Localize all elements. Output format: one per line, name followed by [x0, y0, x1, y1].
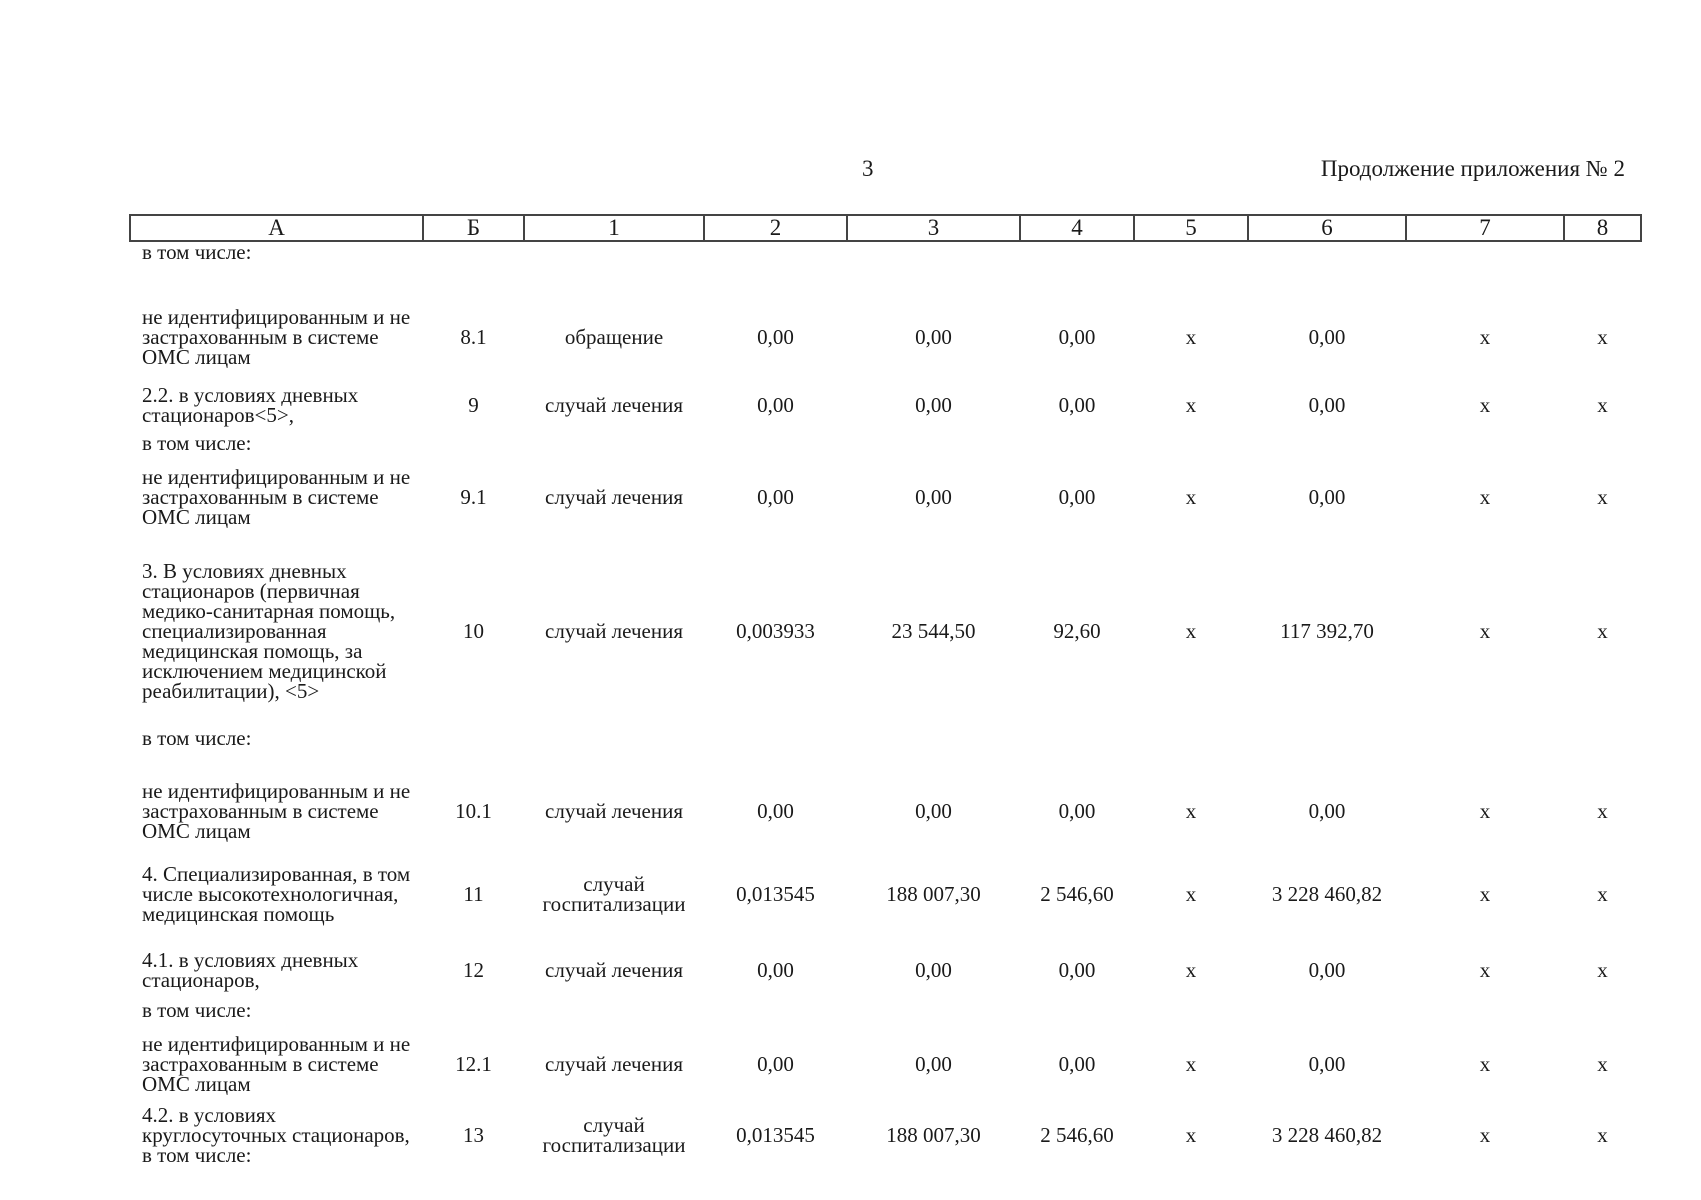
total-value: 117 392,70	[1280, 618, 1374, 643]
unit-of-measure: случай госпитализации	[542, 871, 686, 916]
column-header: 1	[524, 215, 704, 241]
row-number: 12	[463, 957, 484, 982]
column-8-value: х	[1597, 1123, 1608, 1147]
table-row	[130, 939, 1641, 1000]
subheading-label: в том числе:	[142, 431, 252, 455]
unit-of-measure: случай лечения	[545, 392, 683, 417]
per-capita-value: 0,00	[1058, 392, 1096, 417]
column-8-value: х	[1597, 618, 1608, 643]
cost-per-unit: 188 007,30	[886, 1123, 981, 1147]
row-label: 2.2. в условиях дневных стационаров<5>,	[142, 382, 359, 427]
volume-value: 0,013545	[736, 1123, 815, 1147]
volume-value: 0,013545	[736, 881, 815, 906]
row-label: 4.2. в условиях круглосуточных стационаров, в том числе:	[142, 1103, 410, 1167]
column-header: 2	[704, 215, 847, 241]
column-header: Б	[423, 215, 524, 241]
column-5-value: х	[1185, 485, 1197, 509]
unit-of-measure: случай госпитализации	[542, 1113, 686, 1157]
column-5-value: х	[1185, 325, 1197, 349]
column-8-value: х	[1597, 485, 1608, 509]
unit-of-measure: случай лечения	[545, 957, 683, 982]
cost-per-unit: 0,00	[915, 325, 952, 349]
row-label: 3. В условиях дневных стационаров (первичная медико-санитарная помощь, специализированная медицинская помощь, за исключением медицинской реабилитации), <5>	[142, 558, 396, 703]
column-header: А	[130, 215, 423, 241]
per-capita-value: 2 546,60	[1040, 1123, 1114, 1147]
column-5-value: х	[1185, 1052, 1197, 1076]
column-7-value: х	[1479, 1123, 1491, 1147]
row-number: 13	[463, 1123, 484, 1147]
column-7-value: х	[1479, 392, 1491, 417]
row-label: не идентифицированным и не застрахованным в системе ОМС лицам	[142, 465, 411, 529]
row-label: не идентифицированным и не застрахованным в системе ОМС лицам	[142, 779, 411, 843]
per-capita-value: 0,00	[1058, 1052, 1096, 1076]
total-value: 0,00	[1308, 1052, 1346, 1076]
column-7-value: х	[1479, 957, 1491, 982]
row-label: 4.1. в условиях дневных стационаров,	[142, 947, 359, 992]
column-header: 5	[1134, 215, 1248, 241]
table-body	[130, 241, 1641, 1170]
row-number: 10	[463, 618, 484, 643]
column-header-row	[130, 215, 1641, 241]
row-label: 4. Специализированная, в том числе высокотехнологичная, медицинская помощь	[142, 861, 411, 926]
subheading-label: в том числе:	[142, 998, 252, 1022]
unit-of-measure: случай лечения	[545, 799, 683, 823]
column-8-value: х	[1597, 799, 1608, 823]
row-number: 9.1	[460, 485, 487, 509]
column-5-value: х	[1185, 618, 1197, 643]
total-value: 3 228 460,82	[1271, 881, 1383, 906]
column-header: 6	[1248, 215, 1406, 241]
table-row	[130, 533, 1641, 728]
table-row	[130, 774, 1641, 848]
cost-per-unit: 0,00	[915, 392, 952, 417]
subheading-row	[130, 728, 1641, 774]
column-7-value: х	[1479, 799, 1491, 823]
subheading-label: в том числе:	[142, 726, 252, 750]
column-5-value: х	[1185, 957, 1197, 982]
column-5-value: х	[1185, 1123, 1197, 1147]
appendix-table	[129, 214, 1642, 1170]
row-number: 9	[468, 392, 479, 417]
row-number: 11	[463, 881, 484, 906]
cost-per-unit: 0,00	[915, 485, 952, 509]
column-header: 8	[1564, 215, 1641, 241]
total-value: 0,00	[1308, 957, 1346, 982]
per-capita-value: 2 546,60	[1040, 881, 1114, 906]
column-8-value: х	[1597, 392, 1608, 417]
row-label: не идентифицированным и не застрахованным в системе ОМС лицам	[142, 1032, 411, 1096]
unit-of-measure: обращение	[564, 325, 664, 349]
row-number: 12.1	[455, 1052, 492, 1076]
table-row	[130, 461, 1641, 533]
unit-of-measure: случай лечения	[545, 618, 683, 643]
column-header: 7	[1406, 215, 1564, 241]
total-value: 3 228 460,82	[1271, 1123, 1383, 1147]
cost-per-unit: 0,00	[915, 1052, 952, 1076]
column-7-value: х	[1479, 618, 1491, 643]
cost-per-unit: 0,00	[915, 957, 952, 982]
row-number: 8.1	[460, 325, 487, 349]
column-7-value: х	[1479, 881, 1491, 906]
column-7-value: х	[1479, 1052, 1491, 1076]
column-8-value: х	[1597, 957, 1608, 982]
appendix-title: Продолжение приложения № 2	[1320, 156, 1625, 181]
table-row	[130, 376, 1641, 433]
page-number: 3	[862, 156, 874, 181]
cost-per-unit: 23 544,50	[891, 618, 976, 643]
subheading-row	[130, 241, 1641, 298]
subheading-row	[130, 1000, 1641, 1028]
cost-per-unit: 188 007,30	[886, 881, 981, 906]
column-7-value: х	[1479, 485, 1491, 509]
table-row	[130, 1028, 1641, 1100]
column-8-value: х	[1597, 325, 1608, 349]
column-8-value: х	[1597, 1052, 1608, 1076]
table-row	[130, 848, 1641, 939]
column-5-value: х	[1185, 392, 1197, 417]
volume-value: 0,00	[757, 325, 794, 349]
subheading-row	[130, 433, 1641, 461]
volume-value: 0,00	[757, 957, 794, 982]
per-capita-value: 92,60	[1053, 618, 1101, 643]
volume-value: 0,003933	[736, 618, 815, 643]
volume-value: 0,00	[757, 799, 794, 823]
column-header: 3	[847, 215, 1020, 241]
table-row	[130, 298, 1641, 376]
volume-value: 0,00	[757, 485, 794, 509]
total-value: 0,00	[1308, 325, 1346, 349]
per-capita-value: 0,00	[1058, 325, 1096, 349]
row-label: не идентифицированным и не застрахованным в системе ОМС лицам	[142, 305, 411, 369]
column-7-value: х	[1479, 325, 1491, 349]
volume-value: 0,00	[757, 1052, 794, 1076]
column-8-value: х	[1597, 881, 1608, 906]
per-capita-value: 0,00	[1058, 957, 1096, 982]
table-row	[130, 1100, 1641, 1170]
row-number: 10.1	[455, 799, 492, 823]
column-header: 4	[1020, 215, 1134, 241]
column-5-value: х	[1185, 799, 1197, 823]
column-5-value: х	[1185, 881, 1197, 906]
per-capita-value: 0,00	[1058, 799, 1096, 823]
total-value: 0,00	[1308, 392, 1346, 417]
cost-per-unit: 0,00	[915, 799, 952, 823]
total-value: 0,00	[1308, 485, 1346, 509]
subheading-label: в том числе:	[142, 240, 252, 264]
unit-of-measure: случай лечения	[545, 1052, 683, 1076]
unit-of-measure: случай лечения	[545, 485, 683, 509]
volume-value: 0,00	[757, 392, 794, 417]
per-capita-value: 0,00	[1058, 485, 1096, 509]
total-value: 0,00	[1308, 799, 1346, 823]
